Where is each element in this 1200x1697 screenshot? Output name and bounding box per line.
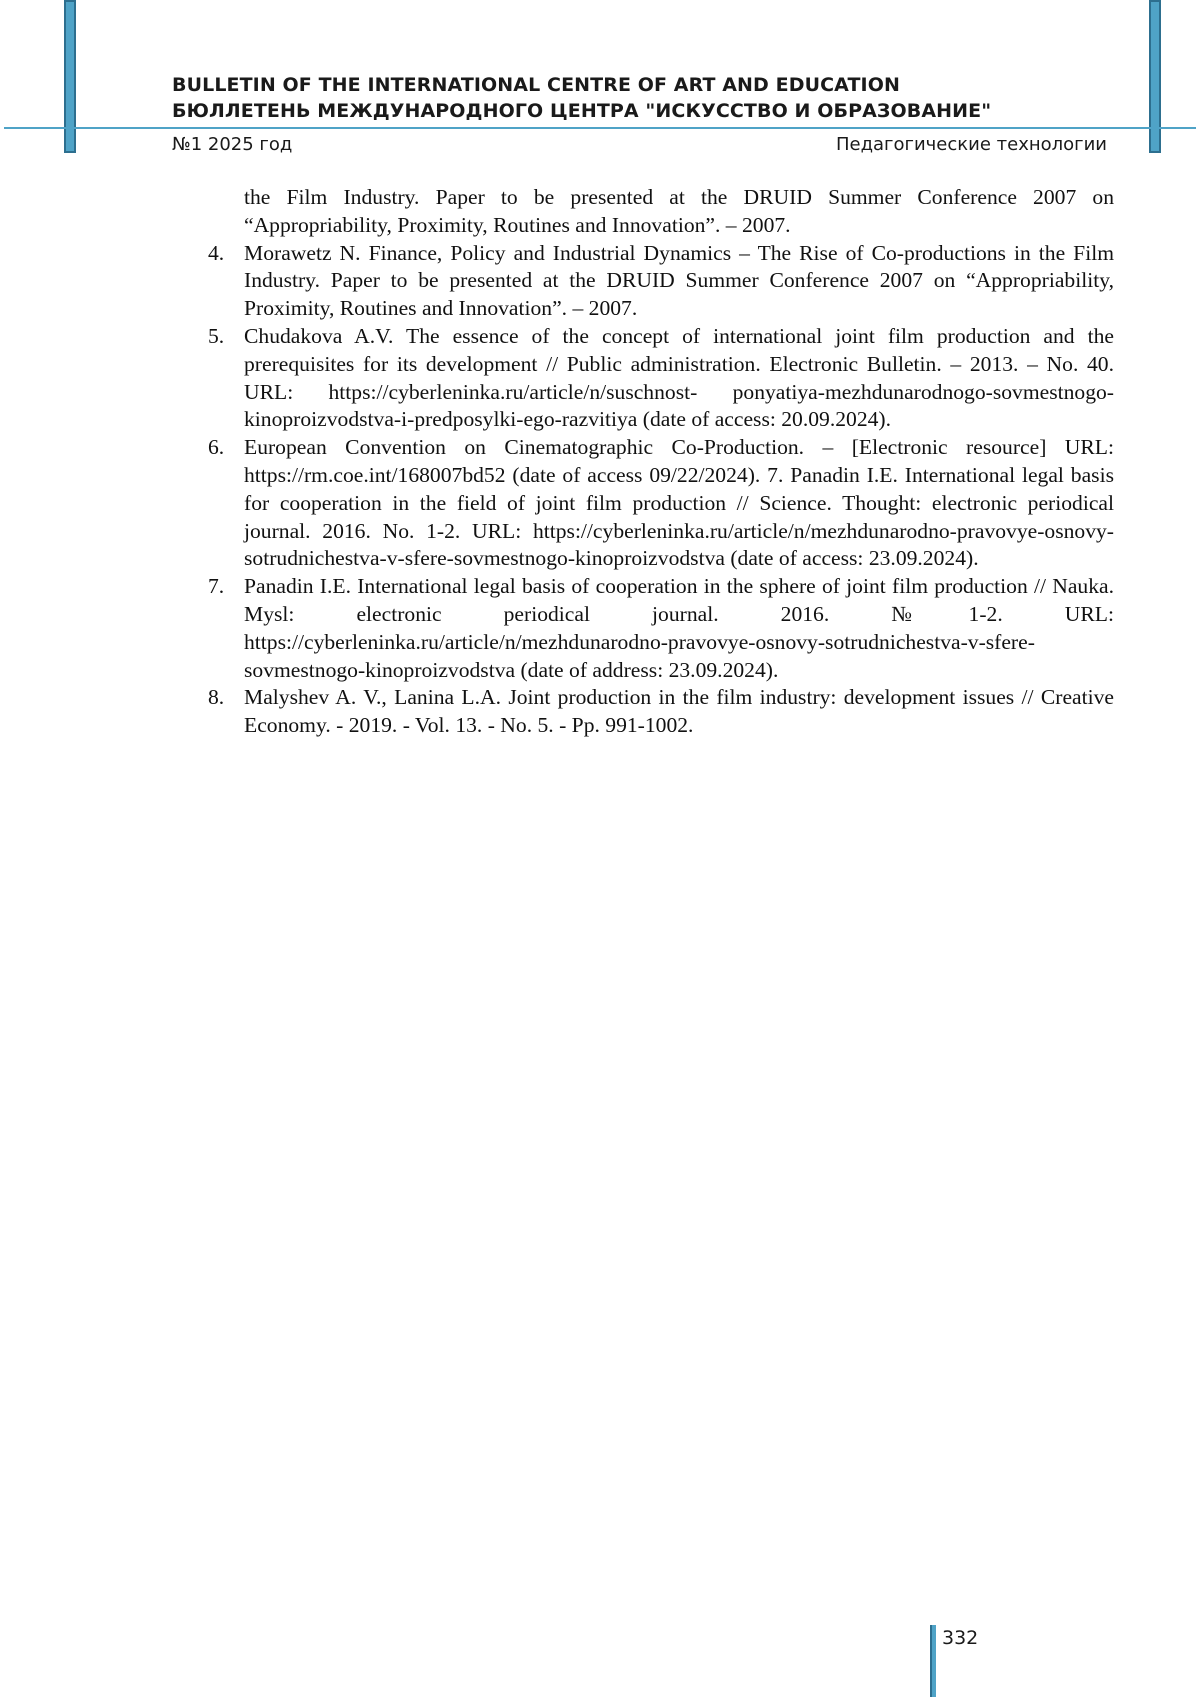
reference-item <box>200 323 1114 434</box>
reference-text: Morawetz N. Finance, Policy and Industrial Dynamics – The Rise of Co-productions in the Film Industry. Paper to be presented at the DRUID Summer Conference 2007 on “Appropriability, Proximity, Routines and Innovation”. – 2007. <box>244 240 1114 321</box>
issue-number: №1 2025 год <box>172 134 293 155</box>
reference-item <box>200 184 1114 240</box>
reference-text: Panadin I.E. International legal basis of cooperation in the sphere of joint film production // Nauka. Mysl: electronic periodical journal. 2016. №1-2. URL: https://cyberleninka.ru/article/n/mezhdunarodno-pravovye-osnovy-sotrudnichestva-v-sfere-sovmestnogo-kinoproizvodstva (date of address: 23.09.2024). <box>244 574 1114 682</box>
reference-number: 7. <box>208 574 225 599</box>
reference-item <box>200 240 1114 323</box>
reference-item <box>200 573 1114 684</box>
reference-text: the Film Industry. Paper to be presented at the DRUID Summer Conference 2007 on “Appropriability, Proximity, Routines and Innovation”. – 2007. <box>244 185 1114 237</box>
header-divider <box>4 127 1196 129</box>
reference-number: 4. <box>208 240 225 265</box>
reference-number: 8. <box>208 685 225 710</box>
section-name: Педагогические технологии <box>835 134 1107 155</box>
journal-title-ru: БЮЛЛЕТЕНЬ МЕЖДУНАРОДНОГО ЦЕНТРА "ИСКУССТВО И ОБРАЗОВАНИЕ" <box>172 100 992 122</box>
reference-number: 6. <box>208 435 225 460</box>
page-number: 332 <box>942 1627 979 1649</box>
reference-item <box>200 434 1114 573</box>
journal-title-en: BULLETIN OF THE INTERNATIONAL CENTRE OF ART AND EDUCATION <box>172 74 900 96</box>
reference-number: 5. <box>208 323 225 348</box>
journal-header <box>172 72 991 124</box>
reference-text: Chudakova A.V. The essence of the concept of international joint film production and the prerequisites for its development // Public administration. Electronic Bulletin. – 2013. – No. 40. URL: https://cyberleninka.ru/article/n/suschnost- ponyatiya-mezhdunarodnogo-sovmestnogo-kinoproizvodstva-i-predposylki-ego-razvitiya (date of access: 20.09.2024). <box>244 323 1114 432</box>
header-decor-bar-left <box>64 0 76 153</box>
issue-line <box>172 131 1107 159</box>
footer-decor-bar <box>930 1625 936 1697</box>
reference-text: European Convention on Cinematographic Co-Production. – [Electronic resource] URL: https://rm.coe.int/168007bd52 (date of access 09/22/2024). 7. Panadin I.E. International legal basis for cooperation in the field of joint film production // Science. Thought: electronic periodical journal. 2016. No. 1-2. URL: https://cyberleninka.ru/article/n/mezhdunarodno-pravovye-osnovy-sotrudnichestva-v-sfere-sovmestnogo-kinoproizvodstva (date of access: 23.09.2024). <box>244 435 1114 571</box>
header-decor-bar-right <box>1149 0 1161 153</box>
reference-text: Malyshev A. V., Lanina L.A. Joint production in the film industry: development issues // Creative Economy. - 2019. - Vol. 13. - No. 5. - Pp. 991-1002. <box>244 685 1114 738</box>
reference-list <box>200 184 1114 740</box>
reference-item <box>200 684 1114 740</box>
